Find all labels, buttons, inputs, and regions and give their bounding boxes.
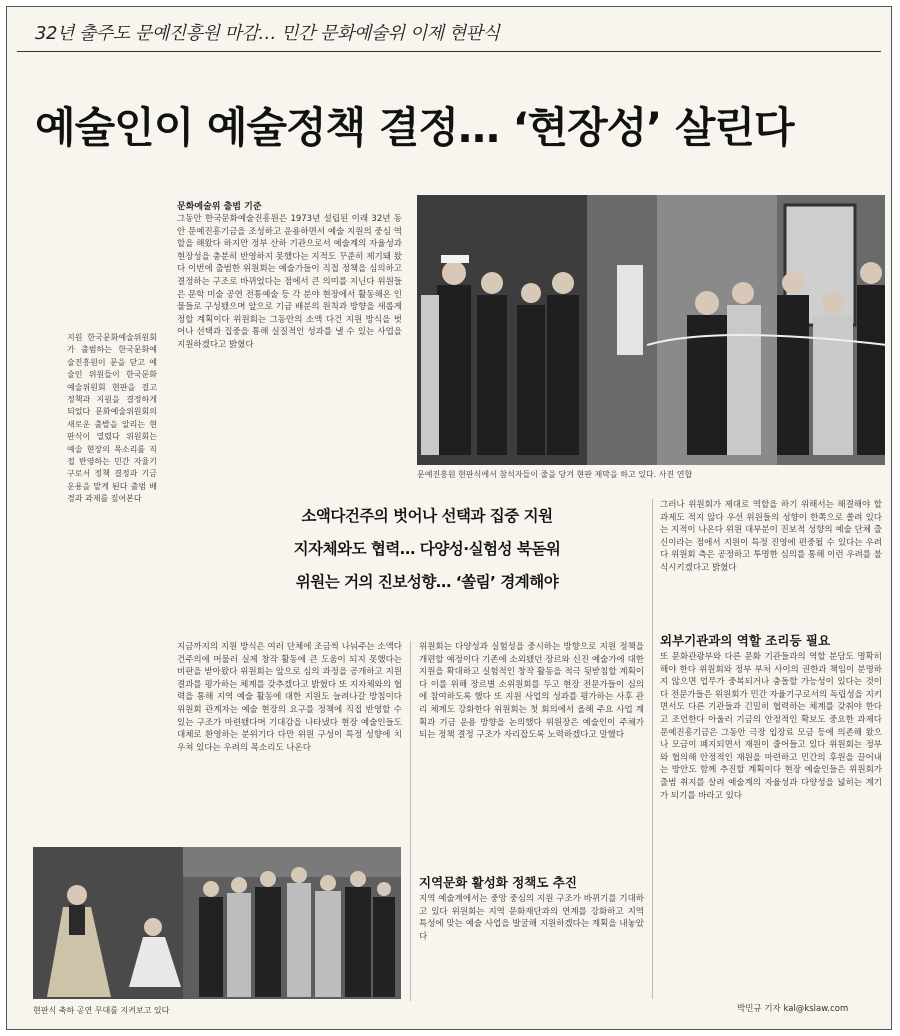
sidebar-summary: 지원 한국문화예술위원회가 출범하는 한국문화예술진흥원이 문을 닫고 예술인 위원들이 한국문화예술위원회 현판을 걸고 정책과 지원을 결정하게 되었다 문화예술위원회의 새로운 출발을 알리는 현판식이 열렸다 위원회는 예술 현장의 목소리를 직접 반영하는 민간 자율기구로서 정책 결정과 기금 운용을 맡게 된다 출범 배경과 과제를 짚어본다 xyxy=(67,333,157,504)
article-text-col2-end: 지역 예술계에서는 중앙 중심의 지원 구조가 바뀌기를 기대하고 있다 위원회는 지역 문화재단과의 연계를 강화하고 지역 특성에 맞는 예술 사업을 발굴해 지원하겠다는 계획을 내놓았다 xyxy=(419,894,644,942)
deck-line-2: 지자체와도 협력… 다양성·실험성 북돋워 xyxy=(293,540,561,558)
article-text-col2-bottom: 위원회는 다양성과 실험성을 중시하는 방향으로 지원 정책을 개편할 예정이다 기존에 소외됐던 장르와 신진 예술가에 대한 지원을 확대하고 실험적인 창작 활동을 적극 뒷받침할 계획이다 이를 위해 장르별 소위원회를 두고 현장 전문가들이 심의에 참여하도록 했다 또 지원 사업의 성과를 평가하는 사후 관리 체계도 강화한다 위원회는 첫 회의에서 올해 주요 사업 계획과 기금 운용 방향을 논의했다 위원장은 예술인이 주체가 되는 정책 결정 구조가 자리잡도록 노력하겠다고 말했다 xyxy=(419,642,644,741)
kicker: 32년 출주도 문예진흥원 마감… 민간 문화예술위 이제 현판식 xyxy=(35,23,500,44)
column-divider xyxy=(410,641,411,1001)
deck xyxy=(217,500,637,599)
article-text-col1-top: 그동안 한국문화예술진흥원은 1973년 설립된 이래 32년 동안 문예진흥기금을 조성하고 운용하면서 예술 지원의 중심 역할을 해왔다 하지만 정부 산하 기관으로서 예술계의 자율성과 현장성을 충분히 반영하지 못했다는 지적도 꾸준히 제기돼 왔다 이번에 출범한 위원회는 예술가들이 직접 정책을 심의하고 결정하는 구조로 바뀌었다는 점에서 큰 의미를 지닌다 위원들은 문학 미술 공연 전통예술 등 각 분야 현장에서 활동해온 인물들로 구성됐으며 앞으로 기금 배분의 원칙과 방향을 새롭게 정할 계획이다 위원회는 그동안의 소액 다건 지원 방식을 벗어나 선택과 집중을 통해 실질적인 성과를 낼 수 있는 사업을 지원하겠다고 밝혔다 xyxy=(177,214,402,350)
article-text-col3-top: 그러나 위원회가 제대로 역할을 하기 위해서는 해결해야 할 과제도 적지 않다 우선 위원들의 성향이 한쪽으로 쏠려 있다는 지적이 나온다 위원 대부분이 진보적 성향의 예술 단체 출신이라는 점에서 지원이 특정 진영에 편중될 수 있다는 우려다 위원회 측은 공정하고 투명한 심의를 통해 이런 우려를 불식시키겠다고 밝혔다 xyxy=(660,500,882,573)
newspaper-page xyxy=(6,6,892,1030)
author-byline: 박민규 기자 kal@kslaw.com xyxy=(737,1004,849,1014)
bottom-photo xyxy=(33,847,401,999)
bottom-photo-caption: 현판식 축하 공연 무대를 지켜보고 있다 xyxy=(33,1006,170,1015)
subhead-external-roles: 외부기관과의 역할 조리등 필요 xyxy=(660,633,831,648)
column-divider xyxy=(652,499,653,999)
article-text-col1-bottom: 지금까지의 지원 방식은 여러 단체에 조금씩 나눠주는 소액다건주의에 머물러 실제 창작 활동에 큰 도움이 되지 못했다는 비판을 받아왔다 위원회는 앞으로 심의 과정을 공개하고 지원 결과를 평가하는 체계를 갖추겠다고 밝혔다 또 지자체와의 협력을 통해 지역 예술 활동에 대한 지원도 늘려나갈 방침이다 위원회 관계자는 예술 현장의 요구를 정책에 직접 반영할 수 있는 구조가 마련됐다며 기대감을 나타냈다 현장 예술인들도 대체로 환영하는 분위기다 다만 위원 구성이 특정 성향에 치우쳐 있다는 우려의 목소리도 나온다 xyxy=(177,642,402,753)
deck-line-3: 위원는 거의 진보성향… ‘쏠림’ 경계해야 xyxy=(295,573,559,591)
subhead-left-top: 문화예술위 출범 기준 xyxy=(177,202,262,212)
kicker-divider xyxy=(17,51,881,52)
top-photo xyxy=(417,195,885,465)
deck-line-1: 소액다건주의 벗어나 선택과 집중 지원 xyxy=(301,507,553,525)
headline: 예술인이 예술정책 결정… ‘현장성’ 살린다 xyxy=(35,103,794,152)
top-photo-caption: 문예진흥원 현판식에서 참석자들이 줄을 당겨 현판 제막을 하고 있다. 사진 연합 xyxy=(417,470,693,479)
subhead-regional-culture: 지역문화 활성화 정책도 추진 xyxy=(419,875,577,890)
article-text-col3-bottom: 또 문화관광부와 다른 문화 기관들과의 역할 분담도 명확히 해야 한다 위원회와 정부 부처 사이의 권한과 책임이 분명하지 않으면 업무가 중복되거나 충돌할 가능성이 있다는 것이다 전문가들은 위원회가 민간 자율기구로서의 독립성을 지키면서도 다른 기관들과 긴밀히 협력하는 체계를 갖춰야 한다고 조언한다 아울러 기금의 안정적인 확보도 중요한 과제다 문예진흥기금은 그동안 극장 입장료 모금 등에 의존해 왔으나 모금이 폐지되면서 재원이 줄어들고 있다 위원회는 정부와 협의해 안정적인 재원을 마련하고 민간의 후원을 끌어내는 방안도 함께 추진할 계획이다 현장 예술인들은 위원회가 출범 취지를 살려 예술계의 자율성과 다양성을 넓히는 계기가 되기를 바라고 있다 xyxy=(660,652,882,801)
